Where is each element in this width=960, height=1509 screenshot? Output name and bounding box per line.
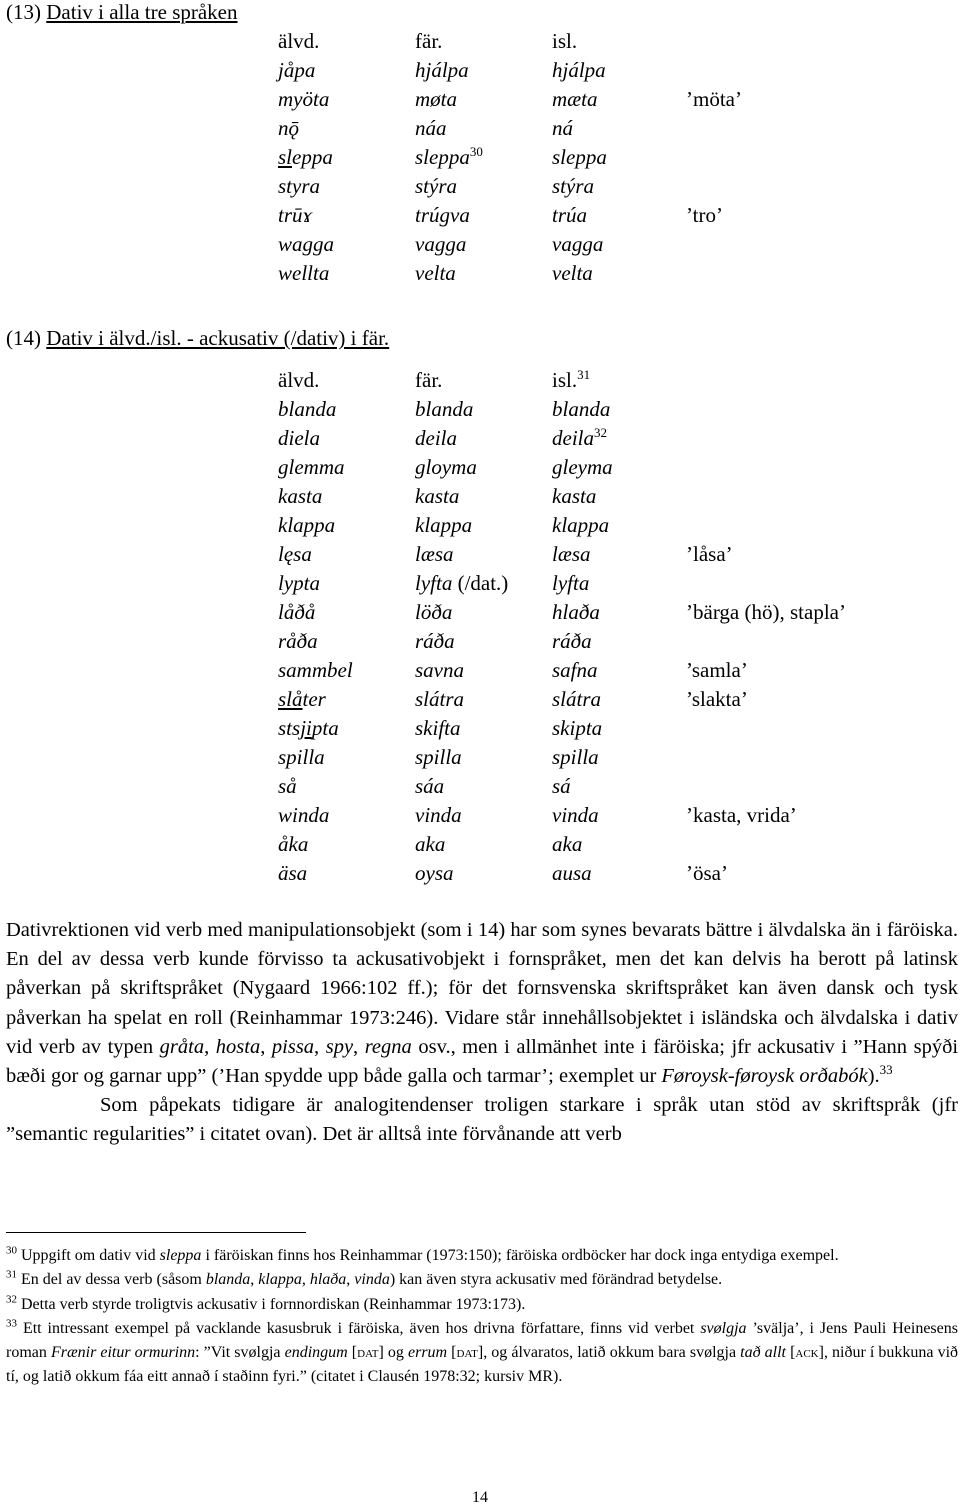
faroese-word: skifta [415,716,461,740]
example-13-row [0,232,960,261]
gloss: ’bärga (hö), stapla’ [686,600,846,624]
alvdalian-word: slåter [278,687,326,711]
faroese-word: stýra [415,174,457,198]
icelandic-word: sleppa [552,145,607,169]
alvdalian-word: spilla [278,745,325,769]
footnote-31: $^{31}$ En del av dessa verb (såsom blanda, klappa, hlaða, vinda) kan även styra ackusativ med förändrad betydelse. [6,1268,723,1289]
alvdalian-word: nǭ [278,116,299,140]
example-14-row [0,397,960,426]
icelandic-word: safna [552,658,598,682]
example-14-row [0,803,960,832]
paragraph-1: Dativrektionen vid verb med manipulationsobjekt (som i 14) har som synes bevarats bättre i älvdalska än i färöiska. En del av dessa verb kunde förvisso ta ackusativobjekt i fornspråket, men det kan delvis ha berott på latinsk påverkan på skriftspråket (Nygaard 1966:102 ff.); för det fornsvenska skriftspråket kan även dansk och tysk påverkan ha spelat en roll (Reinhammar 1973:246). Vidare står innehållsobjektet i isländska och älvdalska i dativ vid verb av typen gråta, hosta, pissa, spy, regna osv., men i allmänhet inte i färöiska; jfr ackusativ i ”Hann spýði bæði gor og garnar upp” (’Han spydde upp både galla och tarmar’; exemplet ur Føroysk-føroysk orðabók).$^{33}$ [6,919,959,1088]
alvdalian-word: jåpa [278,58,316,82]
footnote-ref-30[interactable]: 30 [469,144,483,159]
example-14-title [6,326,389,351]
icelandic-word: blanda [552,397,611,421]
gloss: ’samla’ [686,658,748,682]
faroese-word: vinda [415,803,462,827]
alvdalian-word: wellta [278,261,330,285]
example-14-number: (14) [6,326,41,350]
header-far: fär. [415,29,443,53]
example-13-row [0,87,960,116]
alvdalian-word: sleppa [278,145,333,169]
faroese-word: kasta [415,484,460,508]
example-14-row [0,774,960,803]
faroese-word: ráða [415,629,455,653]
faroese-word: møta [415,87,457,111]
header-isl: isl. [552,29,578,53]
example-13-header-row [0,29,960,58]
icelandic-word: gleyma [552,455,613,479]
example-14-row [0,629,960,658]
icelandic-word: vinda [552,803,599,827]
footnote-33: $^{33}$ Ett intressant exempel på vacklande kasusbruk i färöiska, även hos drivna författare, finns vid verbet svølgja ’svälja’, i Jens Pauli Heinesens roman Frænir eitur ormurinn: ”Vit svølgja endingum [dat] og errum [dat], og álvaratos, latið okkum bara svølgja tað allt [ack], niður í bukkuna við tí, og latið okkum fáa eitt annað í staðinn fyri.” (citatet i Clausén 1978:32; kursiv MR). [6,1317,959,1386]
alvdalian-word: diela [278,426,320,450]
example-13-number: (13) [6,0,41,24]
alvdalian-word: trūɤ [278,203,313,227]
faroese-word: savna [415,658,464,682]
icelandic-word: klappa [552,513,610,537]
faroese-word: gloyma [415,455,477,479]
icelandic-word: kasta [552,484,597,508]
faroese-word: trúgva [415,203,470,227]
body-text [6,916,958,1150]
icelandic-word: velta [552,261,593,285]
icelandic-word: ráða [552,629,592,653]
header-far: fär. [415,368,443,392]
alvdalian-word: glemma [278,455,345,479]
icelandic-word: lyfta [552,571,590,595]
alvdalian-word: wagga [278,232,335,256]
faroese-word: læsa [415,542,454,566]
example-14-row [0,542,960,571]
footnote-30: $^{30}$ Uppgift om dativ vid sleppa i färöiskan finns hos Reinhammar (1973:150); färöiska ordböcker har dock inga entydiga exempel. [6,1244,839,1264]
icelandic-word: stýra [552,174,594,198]
footnote-ref-31[interactable]: 31 [577,367,591,382]
alvdalian-word: råða [278,629,318,653]
faroese-word: löða [415,600,453,624]
icelandic-word: ausa [552,861,592,885]
icelandic-word: aka [552,832,583,856]
example-14-row [0,455,960,484]
example-14-row [0,687,960,716]
faroese-word: velta [415,261,456,285]
alvdalian-word: så [278,774,297,798]
example-13-row [0,174,960,203]
faroese-word: sleppa$^{30}$ [415,144,483,169]
footnotes [6,1244,958,1390]
page-number: 14 [472,1489,488,1506]
header-alvd: älvd. [278,29,320,53]
alvdalian-word: sammbel [278,658,353,682]
example-14-row [0,745,960,774]
alvdalian-word: kasta [278,484,323,508]
alvdalian-word: stsjipta [278,716,339,740]
example-13-row [0,145,960,174]
alvdalian-word: lypta [278,571,320,595]
example-14-row [0,426,960,455]
example-13-row [0,261,960,290]
example-13-row [0,116,960,145]
alvdalian-word: blanda [278,397,337,421]
alvdalian-word: lęsa [278,542,312,566]
example-14-row [0,861,960,890]
gloss: ’möta’ [686,87,742,111]
header-alvd: älvd. [278,368,320,392]
alvdalian-word: myöta [278,87,330,111]
faroese-word: slátra [415,687,465,711]
faroese-word: lyfta (/dat.) [415,571,509,595]
faroese-word: hjálpa [415,58,469,82]
example-13-heading: Dativ i alla tre språken [46,0,238,24]
faroese-word: náa [415,116,447,140]
faroese-word: blanda [415,397,474,421]
example-14-row [0,484,960,513]
alvdalian-word: styra [278,174,320,198]
icelandic-word: vagga [552,232,604,256]
alvdalian-word: åka [278,832,309,856]
gloss: ’ösa’ [686,861,728,885]
faroese-word: aka [415,832,446,856]
example-14-row [0,716,960,745]
alvdalian-word: winda [278,803,330,827]
paragraph-2: Som påpekats tidigare är analogitendenser troligen starkare i språk utan stöd av skriftspråk (jfr ”semantic regularities” i citatet ovan). Det är alltså inte förvånande att verb [6,1094,958,1146]
faroese-word: spilla [415,745,462,769]
icelandic-word: mæta [552,87,598,111]
example-13-row [0,58,960,87]
gloss: ’slakta’ [686,687,748,711]
faroese-word: klappa [415,513,473,537]
example-13-row [0,203,960,232]
example-14-row [0,600,960,629]
icelandic-word: hjálpa [552,58,606,82]
example-14-row [0,658,960,687]
footnote-ref-32[interactable]: 32 [594,425,607,440]
example-14-row [0,513,960,542]
gloss: ’tro’ [686,203,723,227]
icelandic-word: sá [552,774,571,798]
example-14-row [0,571,960,600]
example-14-header-row [0,368,960,397]
gloss: ’låsa’ [686,542,733,566]
icelandic-word: spilla [552,745,599,769]
icelandic-word: ná [552,116,573,140]
footnote-ref-33[interactable]: 33 [879,1062,893,1078]
example-14-heading: Dativ i älvd./isl. - ackusativ (/dativ) i fär. [46,326,390,350]
faroese-word: vagga [415,232,467,256]
alvdalian-word: äsa [278,861,308,885]
icelandic-word: hlaða [552,600,600,624]
example-13-title [6,0,238,25]
icelandic-word: deila$^{32}$ [552,425,607,450]
icelandic-word: læsa [552,542,591,566]
icelandic-word: slátra [552,687,602,711]
gloss: ’kasta, vrida’ [686,803,797,827]
example-14-row [0,832,960,861]
faroese-word: oysa [415,861,454,885]
footnote-32: $^{32}$ Detta verb styrde troligtvis ackusativ i fornnordiskan (Reinhammar 1973:173). [6,1293,526,1313]
icelandic-word: trúa [552,203,588,227]
faroese-word: sáa [415,774,445,798]
header-isl: isl.$^{31}$ [552,367,591,392]
alvdalian-word: låðå [278,600,316,624]
faroese-word: deila [415,426,457,450]
footnote-separator [6,1232,306,1233]
alvdalian-word: klappa [278,513,336,537]
icelandic-word: skipta [552,716,603,740]
